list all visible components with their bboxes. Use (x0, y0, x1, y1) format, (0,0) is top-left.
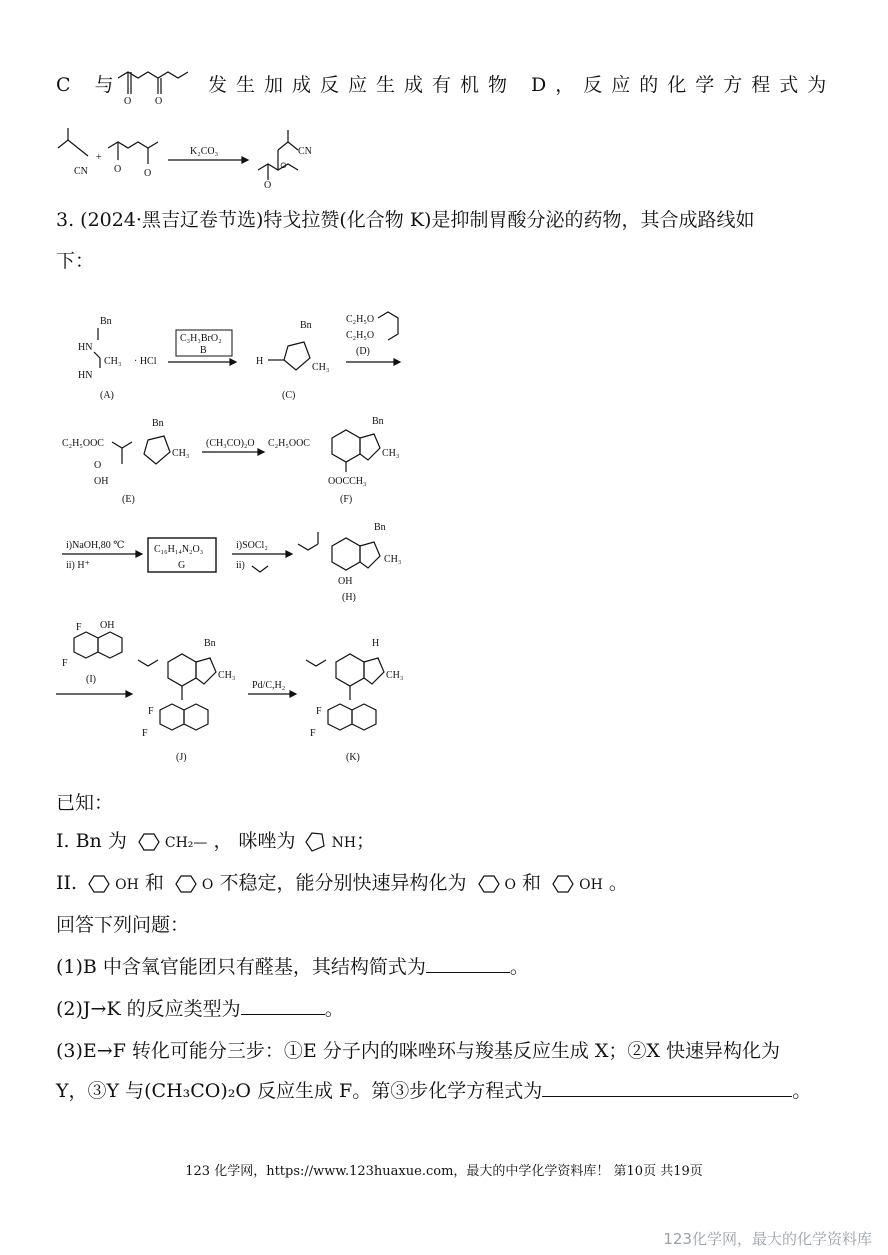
svg-text:OH: OH (94, 476, 109, 487)
g-label: G (178, 560, 186, 571)
synthesis-scheme (56, 290, 476, 770)
compound-e (62, 418, 189, 505)
socl2-reagent: i)SOCl₂ (236, 540, 268, 551)
svg-text:F: F (148, 706, 154, 717)
known-i-prefix: I. Bn 为 (56, 830, 127, 852)
k-label: (K) (346, 752, 360, 763)
question-3b (56, 1078, 811, 1104)
svg-text:F: F (310, 728, 316, 739)
cyclohexadienone-icon (170, 873, 202, 895)
svg-text:H: H (256, 356, 264, 367)
svg-text:+: + (96, 152, 102, 163)
svg-text:F: F (76, 622, 82, 633)
cyclohexenol-icon (83, 873, 115, 895)
cn-label: CN (74, 166, 88, 177)
pdc-reagent: Pd/C,H₂ (252, 680, 286, 691)
svg-text:Bn: Bn (372, 416, 384, 427)
compound-d (346, 312, 398, 357)
known-title: 已知： (56, 792, 114, 814)
svg-text:CH₃: CH₃ (104, 356, 122, 367)
svg-text:Bn: Bn (204, 638, 216, 649)
known-ii-o: O (201, 877, 214, 893)
j-label: (J) (176, 752, 187, 763)
c-rest-text: 发生加成反应生成有机物 D，反应的化学方程式为 (208, 74, 836, 96)
naoh-reagent: i)NaOH,80 ℃ (66, 540, 125, 551)
q1-answer-blank[interactable] (426, 954, 510, 973)
svg-text:C₂H₅O: C₂H₅O (346, 314, 375, 325)
svg-text:OOCCH₃: OOCCH₃ (328, 476, 367, 487)
i-label: (I) (86, 674, 96, 685)
answer-title: 回答下列问题： (56, 914, 190, 936)
page-footer: 123 化学网，https://www.123huaxue.com，最大的中学化学资料库！ 第10页 共19页 (185, 1164, 703, 1179)
compound-a (78, 316, 157, 401)
d-label: (D) (356, 346, 370, 357)
h-label: (H) (342, 592, 356, 603)
q3-end: 。 (792, 1080, 812, 1102)
a-hn1: HN (78, 342, 93, 353)
f-label: (F) (340, 494, 353, 505)
known-i (56, 828, 375, 856)
svg-text:Bn: Bn (300, 320, 312, 331)
cyclohexanone-icon (473, 873, 505, 895)
svg-text:C₂H₅O: C₂H₅O (346, 330, 375, 341)
a-hn2: HN (78, 370, 93, 381)
q2-answer-blank[interactable] (241, 996, 325, 1015)
o-atom-1: O (124, 96, 132, 107)
svg-text:O: O (94, 460, 102, 471)
equation-end: 。 (280, 149, 300, 171)
c-with-text: C 与 (56, 74, 123, 96)
ac2o-reagent: (CH₃CO)₂O (206, 438, 255, 449)
o-atom-2: O (155, 96, 163, 107)
question-header-cont: 下： (56, 250, 95, 272)
svg-text:O: O (144, 168, 152, 179)
compound-k (306, 638, 403, 763)
watermark: 123化学网，最大的化学资料库 (663, 1230, 872, 1248)
svg-text:O: O (264, 180, 272, 190)
known-ii-prefix: II. (56, 872, 78, 894)
phenol-icon (547, 873, 579, 895)
svg-text:CH₃: CH₃ (218, 670, 236, 681)
svg-text:F: F (62, 658, 68, 669)
known-ii-mid: 不稳定，能分别快速异构化为 (219, 872, 467, 894)
question-2 (56, 996, 344, 1022)
known-ii-oh: OH (115, 877, 139, 893)
known-ii-and2: 和 (522, 872, 542, 894)
b-name: B (200, 345, 207, 356)
imidazole-icon (302, 830, 332, 854)
compound-f (268, 416, 399, 505)
q2-text: (2)J→K 的反应类型为 (56, 998, 241, 1020)
svg-text:Bn: Bn (374, 522, 386, 533)
known-ii (56, 870, 628, 898)
q1-end: 。 (509, 956, 529, 978)
svg-text:CH₃: CH₃ (382, 448, 400, 459)
svg-text:O: O (114, 164, 122, 175)
c-label: (C) (282, 390, 296, 401)
svg-text:OH: OH (100, 620, 115, 631)
k2co3-reagent: K₂CO₃ (190, 146, 219, 157)
g-formula: C₁₆H₁₄N₂O₃ (154, 544, 204, 555)
question-3a: (3)E→F 转化可能分三步：①E 分子内的咪唑环与羧基反应生成 X；②X 快速异构化为 (56, 1040, 780, 1062)
e-label: (E) (122, 494, 135, 505)
known-ii-oh2: OH (579, 877, 603, 893)
svg-text:CH₃: CH₃ (172, 448, 190, 459)
compound-h (298, 522, 401, 603)
svg-text:CH₃: CH₃ (384, 554, 402, 565)
q1-text: (1)B 中含氧官能团只有醛基，其结构简式为 (56, 956, 426, 978)
q2-end: 。 (324, 998, 344, 1020)
compound-j (138, 638, 235, 763)
svg-text:F: F (316, 706, 322, 717)
known-ii-o2: O (504, 877, 516, 893)
a-bn: Bn (100, 316, 112, 327)
svg-text:F: F (142, 728, 148, 739)
known-ii-end: 。 (608, 872, 628, 894)
q3b-text: Y，③Y 与(CH₃CO)₂O 反应生成 F。第③步化学方程式为 (56, 1080, 543, 1102)
top-line-rest (208, 72, 835, 98)
benzene-icon (133, 831, 165, 853)
svg-text:CH₃: CH₃ (386, 670, 404, 681)
question-1 (56, 954, 529, 980)
known-i-bn: CH₂— (164, 835, 208, 851)
ethyl-acetoacetate-structure (112, 58, 204, 108)
svg-text:CH₃: CH₃ (312, 362, 330, 373)
amine-reagent: ii) (236, 560, 245, 571)
a-label: (A) (100, 390, 114, 401)
svg-text:C₂H₅OOC: C₂H₅OOC (62, 438, 104, 449)
b-formula: C₃H₃BrO₂ (180, 333, 222, 344)
svg-text:CN: CN (298, 146, 312, 157)
known-ii-and: 和 (144, 872, 164, 894)
svg-text:H: H (372, 638, 380, 649)
svg-text:C₂H₅OOC: C₂H₅OOC (268, 438, 310, 449)
svg-text:OH: OH (338, 576, 353, 587)
compound-c (256, 320, 329, 401)
q3-answer-blank[interactable] (542, 1078, 792, 1097)
compound-i (62, 620, 122, 685)
a-hcl: · HCl (134, 356, 157, 367)
hplus-reagent: ii) H⁺ (66, 560, 90, 571)
question-header: 3. (2024·黑吉辽卷节选)特戈拉赞(化合物 K)是抑制胃酸分泌的药物，其合成路线如 (56, 209, 755, 231)
known-i-end: ； (356, 830, 376, 852)
known-i-mid: ， 咪唑为 (213, 830, 296, 852)
known-i-nh: NH (331, 835, 357, 851)
svg-text:Bn: Bn (152, 418, 164, 429)
